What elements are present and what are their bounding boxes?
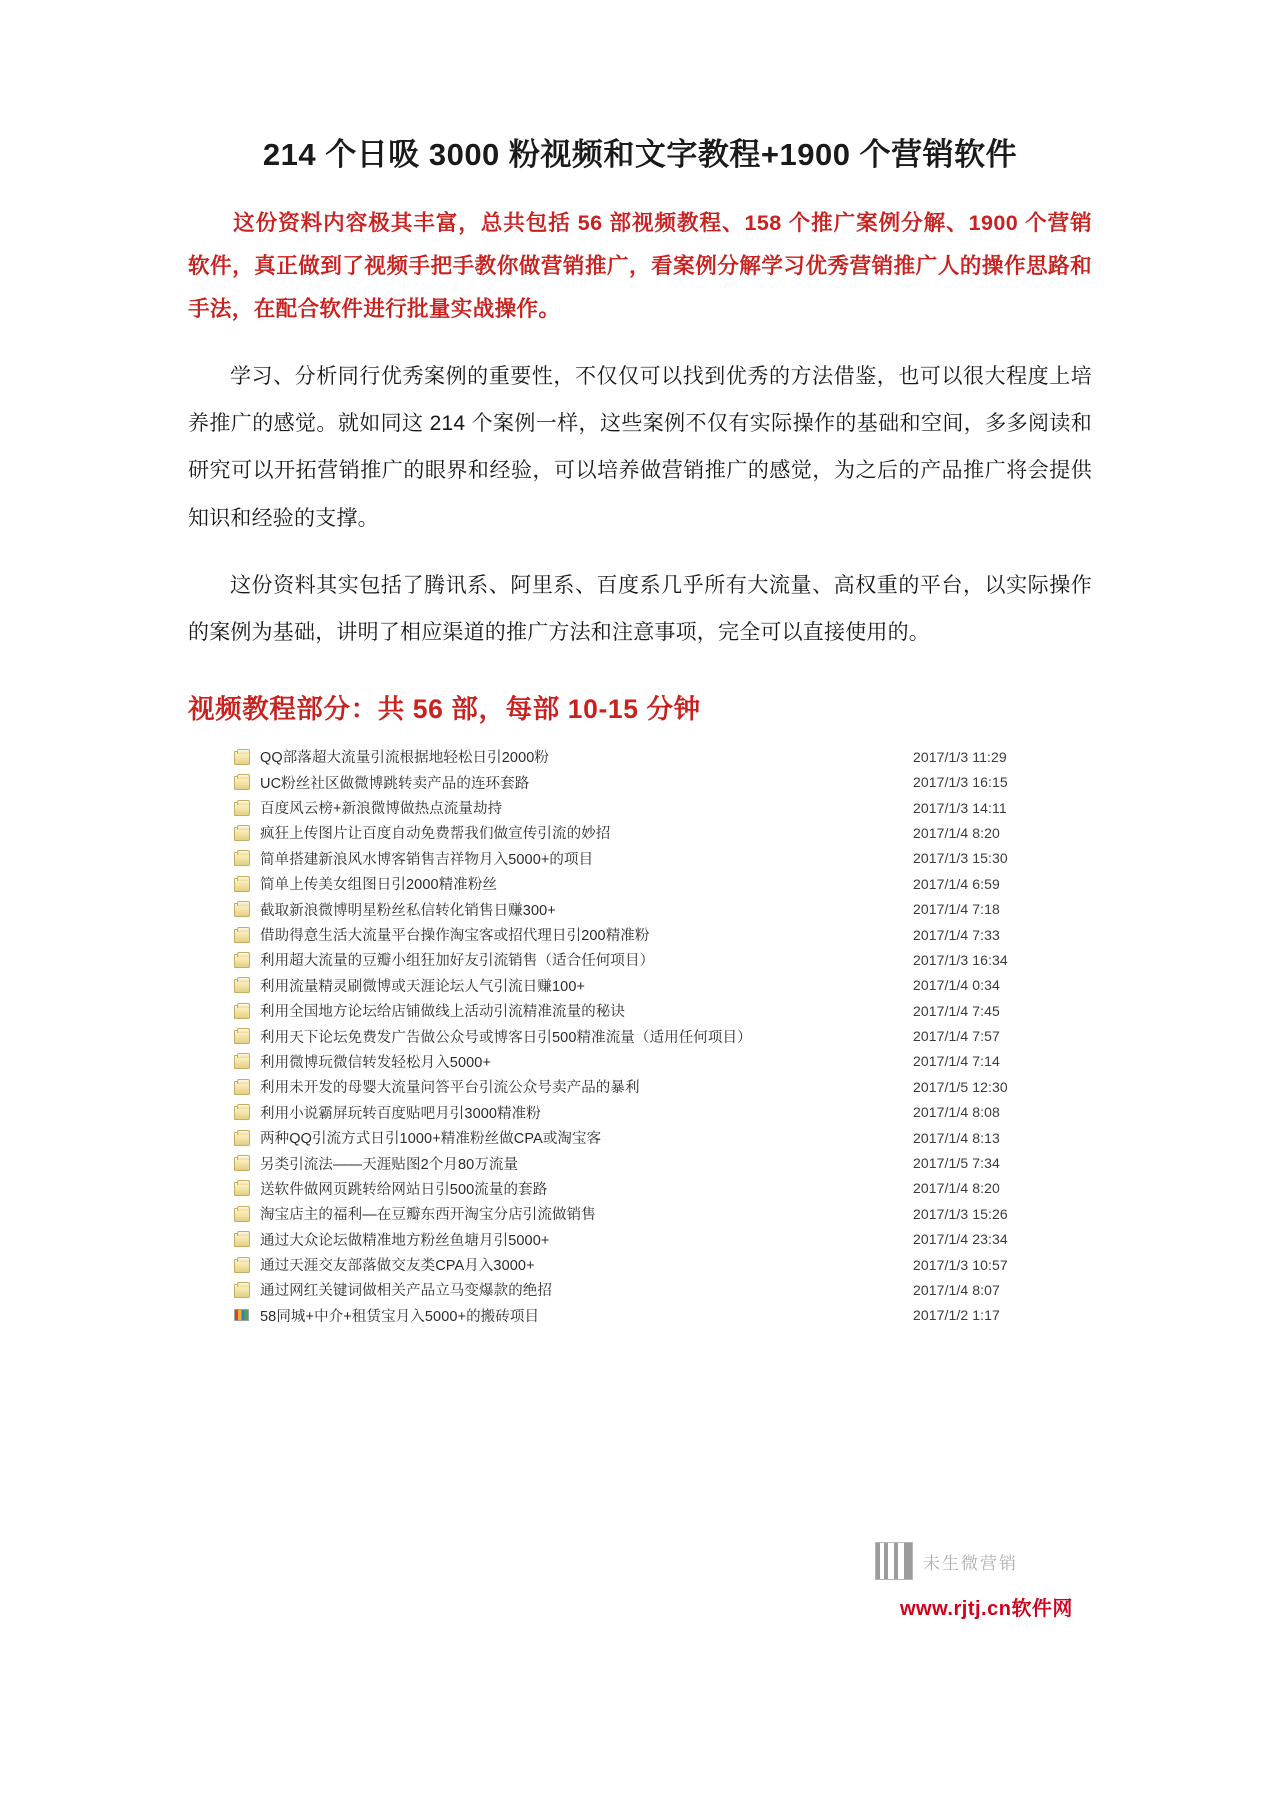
file-date: 2017/1/3 16:34 xyxy=(913,951,1008,968)
folder-icon xyxy=(233,876,251,892)
folder-icon xyxy=(233,774,251,790)
qr-code-icon xyxy=(875,1542,913,1580)
file-list-item[interactable] xyxy=(188,1176,1092,1201)
wechat-account-label: 未生微营销 xyxy=(923,1553,1018,1573)
file-date: 2017/1/5 12:30 xyxy=(913,1078,1008,1095)
folder-icon xyxy=(233,825,251,841)
file-date: 2017/1/2 1:17 xyxy=(913,1307,1000,1324)
intro-highlight-paragraph: 这份资料内容极其丰富，总共包括 56 部视频教程、158 个推广案例分解、1900 个营销软件，真正做到了视频手把手教你做营销推广，看案例分解学习优秀营销推广人的操作思路和手法，在配合软件进行批量实战操作。 xyxy=(188,210,1092,321)
file-list-item[interactable] xyxy=(188,744,1092,769)
folder-icon xyxy=(233,1155,251,1171)
file-name: 利用全国地方论坛给店铺做线上活动引流精准流量的秘诀 xyxy=(260,1004,625,1021)
wechat-watermark xyxy=(875,1542,1018,1580)
file-date: 2017/1/3 10:57 xyxy=(913,1256,1008,1273)
file-name: 58同城+中介+租赁宝月入5000+的搬砖项目 xyxy=(260,1308,540,1325)
file-name: 送软件做网页跳转给网站日引500流量的套路 xyxy=(260,1181,548,1198)
folder-icon xyxy=(233,1053,251,1069)
file-list-item[interactable] xyxy=(188,820,1092,845)
file-listing xyxy=(188,744,1092,1328)
folder-icon xyxy=(233,749,251,765)
file-list-item[interactable] xyxy=(188,896,1092,921)
file-date: 2017/1/4 7:33 xyxy=(913,926,1000,943)
file-name: QQ部落超大流量引流根据地轻松日引2000粉 xyxy=(260,750,550,767)
file-date: 2017/1/4 8:13 xyxy=(913,1129,1000,1146)
folder-icon xyxy=(233,1206,251,1222)
file-date: 2017/1/4 8:20 xyxy=(913,1180,1000,1197)
file-list-item[interactable] xyxy=(188,795,1092,820)
file-date: 2017/1/3 15:30 xyxy=(913,850,1008,867)
file-date: 2017/1/4 23:34 xyxy=(913,1231,1008,1248)
folder-icon xyxy=(233,1257,251,1273)
file-date: 2017/1/4 6:59 xyxy=(913,875,1000,892)
file-list-item[interactable] xyxy=(188,1023,1092,1048)
file-list-item[interactable] xyxy=(188,846,1092,871)
file-list-item[interactable] xyxy=(188,973,1092,998)
file-list-item[interactable] xyxy=(188,1227,1092,1252)
file-date: 2017/1/4 7:45 xyxy=(913,1002,1000,1019)
file-date: 2017/1/5 7:34 xyxy=(913,1155,1000,1172)
file-name: 利用小说霸屏玩转百度贴吧月引3000精准粉 xyxy=(260,1105,541,1122)
file-list-item[interactable] xyxy=(188,1125,1092,1150)
file-name: 疯狂上传图片让百度自动免费帮我们做宣传引流的妙招 xyxy=(260,826,611,843)
file-list-item[interactable] xyxy=(188,1252,1092,1277)
file-date: 2017/1/4 8:08 xyxy=(913,1104,1000,1121)
folder-icon xyxy=(233,850,251,866)
body-paragraph-1: 学习、分析同行优秀案例的重要性，不仅仅可以找到优秀的方法借鉴，也可以很大程度上培养推广的感觉。就如同这 214 个案例一样，这些案例不仅有实际操作的基础和空间，多多阅读和研究可以开拓营销推广的眼界和经验，可以培养做营销推广的感觉，为之后的产品推广将会提供知识和经验的支撑。 xyxy=(188,364,1092,530)
file-name: 利用流量精灵刷微博或天涯论坛人气引流日赚100+ xyxy=(260,978,586,995)
file-list-item[interactable] xyxy=(188,769,1092,794)
file-list-item[interactable] xyxy=(188,922,1092,947)
file-name: 两种QQ引流方式日引1000+精准粉丝做CPA或淘宝客 xyxy=(260,1131,602,1148)
file-date: 2017/1/3 14:11 xyxy=(913,799,1007,816)
folder-icon xyxy=(233,1079,251,1095)
body-paragraph-2: 这份资料其实包括了腾讯系、阿里系、百度系几乎所有大流量、高权重的平台，以实际操作的案例为基础，讲明了相应渠道的推广方法和注意事项，完全可以直接使用的。 xyxy=(188,573,1092,645)
file-name: 借助得意生活大流量平台操作淘宝客或招代理日引200精准粉 xyxy=(260,928,650,945)
file-name: UC粉丝社区做微博跳转卖产品的连环套路 xyxy=(260,775,530,792)
page-title: 214 个日吸 3000 粉视频和文字教程+1900 个营销软件 xyxy=(262,137,1018,172)
file-name: 利用天下论坛免费发广告做公众号或博客日引500精准流量（适用任何项目） xyxy=(260,1029,752,1046)
file-name: 简单搭建新浪风水博客销售吉祥物月入5000+的项目 xyxy=(260,851,594,868)
folder-icon xyxy=(233,1003,251,1019)
file-date: 2017/1/3 15:26 xyxy=(913,1205,1008,1222)
folder-icon xyxy=(233,901,251,917)
file-name: 通过网红关键词做相关产品立马变爆款的绝招 xyxy=(260,1283,552,1300)
file-name: 截取新浪微博明星粉丝私信转化销售日赚300+ xyxy=(260,902,556,919)
file-name: 通过天涯交友部落做交友类CPA月入3000+ xyxy=(260,1258,535,1275)
file-date: 2017/1/4 7:57 xyxy=(913,1028,1000,1045)
file-name: 简单上传美女组图日引2000精准粉丝 xyxy=(260,877,498,894)
folder-icon xyxy=(233,952,251,968)
file-name: 利用微博玩微信转发轻松月入5000+ xyxy=(260,1054,492,1071)
file-date: 2017/1/4 8:20 xyxy=(913,824,1000,841)
file-date: 2017/1/3 11:29 xyxy=(913,748,1007,765)
file-name: 另类引流法——天涯贴图2个月80万流量 xyxy=(260,1156,519,1173)
folder-icon xyxy=(233,1130,251,1146)
file-list-item[interactable] xyxy=(188,1201,1092,1226)
file-name: 利用超大流量的豆瓣小组狂加好友引流销售（适合任何项目） xyxy=(260,953,655,970)
folder-icon xyxy=(233,1282,251,1298)
file-list-item[interactable] xyxy=(188,1049,1092,1074)
section-heading-video-tutorials: 视频教程部分：共 56 部，每部 10-15 分钟 xyxy=(188,694,701,725)
file-list-item[interactable] xyxy=(188,947,1092,972)
folder-icon xyxy=(233,1104,251,1120)
site-watermark: www.rjtj.cn软件网 xyxy=(900,1598,1073,1620)
folder-icon xyxy=(233,1231,251,1247)
file-date: 2017/1/4 7:14 xyxy=(913,1053,1000,1070)
picture-icon xyxy=(233,1307,251,1323)
file-list-item[interactable] xyxy=(188,998,1092,1023)
file-date: 2017/1/4 7:18 xyxy=(913,901,1000,918)
file-list-item[interactable] xyxy=(188,1303,1092,1328)
file-list-item[interactable] xyxy=(188,1150,1092,1175)
folder-icon xyxy=(233,1180,251,1196)
file-list-item[interactable] xyxy=(188,1277,1092,1302)
file-name: 通过大众论坛做精准地方粉丝鱼塘月引5000+ xyxy=(260,1232,550,1249)
file-date: 2017/1/4 0:34 xyxy=(913,977,1000,994)
folder-icon xyxy=(233,800,251,816)
file-list-item[interactable] xyxy=(188,871,1092,896)
file-list-item[interactable] xyxy=(188,1100,1092,1125)
folder-icon xyxy=(233,977,251,993)
folder-icon xyxy=(233,927,251,943)
file-name: 利用未开发的母婴大流量问答平台引流公众号卖产品的暴利 xyxy=(260,1080,640,1097)
file-date: 2017/1/4 8:07 xyxy=(913,1281,1000,1298)
file-name: 淘宝店主的福利—在豆瓣东西开淘宝分店引流做销售 xyxy=(260,1207,596,1224)
folder-icon xyxy=(233,1028,251,1044)
file-date: 2017/1/3 16:15 xyxy=(913,774,1008,791)
file-list-item[interactable] xyxy=(188,1074,1092,1099)
file-name: 百度风云榜+新浪微博做热点流量劫持 xyxy=(260,801,503,818)
